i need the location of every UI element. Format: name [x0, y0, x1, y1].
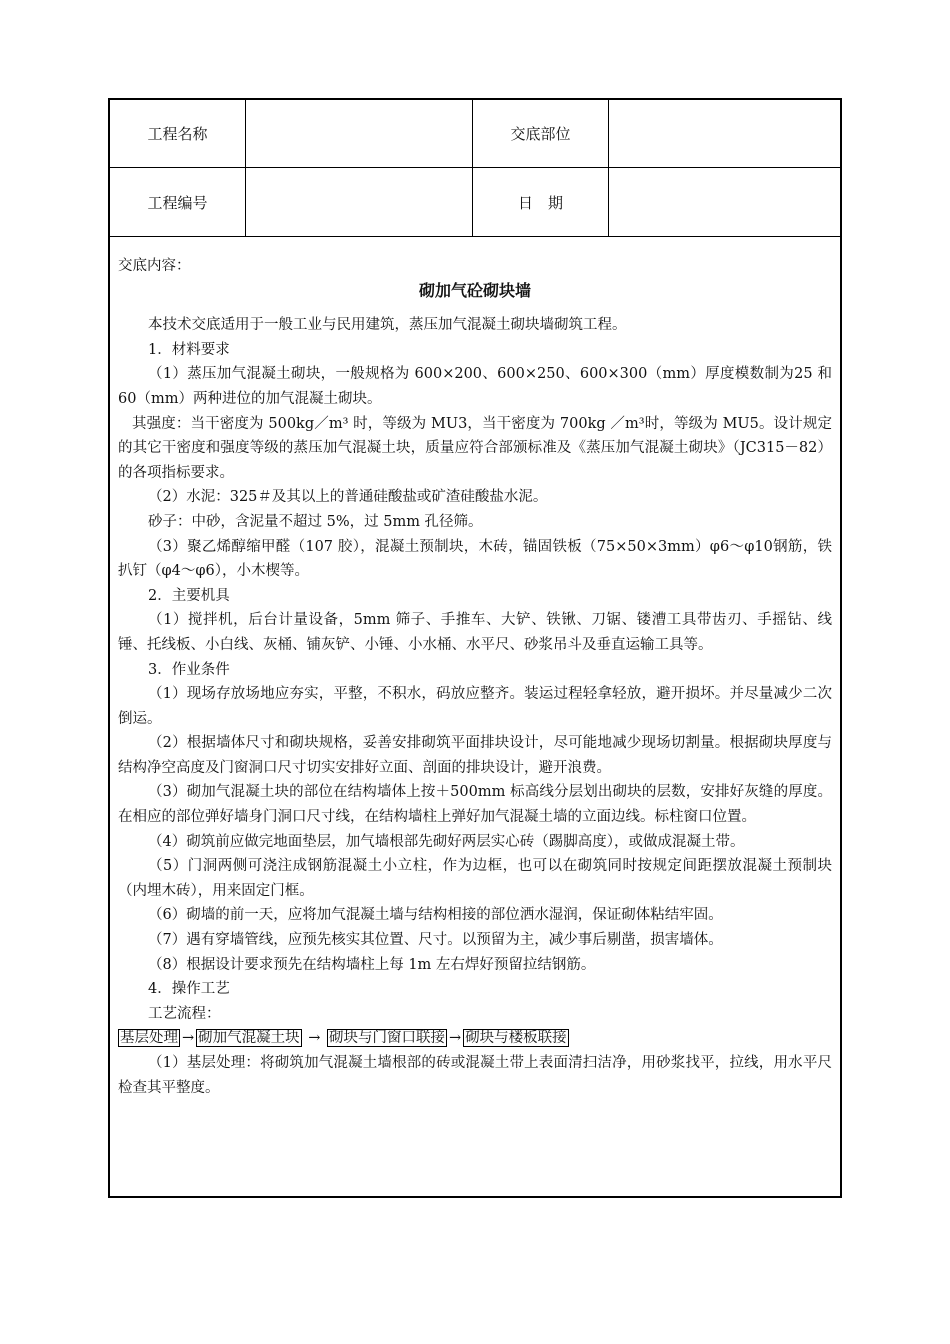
conditions-item-3: （3）砌加气混凝土块的部位在结构墙体上按＋500mm 标高线分层划出砌块的层数，安排好灰缝的厚度。在相应的部位弹好墙身门洞口尺寸线，在结构墙柱上弹好加气混凝土墙的立面边线。标柱窗口位置。 [118, 784, 832, 826]
process-flow [118, 1026, 832, 1051]
form-header-table [110, 100, 840, 237]
tools-item-1: （1）搅拌机，后台计量设备，5mm 筛子、手推车、大铲、铁锹、刀锯、镂漕工具带齿刃、手摇钻、线锤、托线板、小白线、灰桶、铺灰铲、小锤、小水桶、水平尺、砂浆吊斗及垂直运输工具等。 [118, 612, 832, 653]
flow-arrow-icon: → [182, 1030, 195, 1047]
flow-arrow-icon: → [449, 1030, 462, 1047]
process-flow-label: 工艺流程： [148, 1005, 221, 1022]
materials-sand: 砂子：中砂，含泥量不超过 5%，过 5mm 孔径筛。 [148, 513, 483, 530]
project-name-label: 工程名称 [110, 100, 246, 168]
handover-content [110, 237, 840, 1100]
materials-item-3: （3）聚乙烯醇缩甲醛（107 胶），混凝土预制块，木砖，锚固铁板（75×50×3mm）φ6～φ10钢筋，铁扒钉（φ4～φ6），小木楔等。 [118, 538, 832, 580]
section-heading-materials: 1．材料要求 [148, 341, 230, 358]
materials-item-1: （1）蒸压加气混凝土砌块，一般规格为 600×200、600×250、600×300（mm）厚度模数制为25 和 60（mm）两种进位的加气混凝土砌块。 [118, 366, 832, 407]
project-no-field[interactable] [246, 168, 473, 237]
handover-form [108, 98, 842, 1198]
project-name-field[interactable] [246, 100, 473, 168]
content-label: 交底内容： [118, 258, 191, 274]
conditions-item-1: （1）现场存放场地应夯实，平整，不积水，码放应整齐。装运过程轻拿轻放，避开损坏。并尽量减少二次倒运。 [118, 686, 832, 727]
flow-step-2: 砌加气混凝土块 [198, 1030, 300, 1047]
conditions-item-4: （4）砌筑前应做完地面垫层，加气墙根部先砌好两层实心砖（踢脚高度），或做成混凝土带。 [148, 833, 745, 850]
process-item-1: （1）基层处理：将砌筑加气混凝土墙根部的砖或混凝土带上表面清扫洁净，用砂浆找平，拉线，用水平尺检查其平整度。 [118, 1055, 832, 1096]
flow-step-3: 砌块与门窗口联接 [329, 1030, 446, 1047]
flow-step-1: 基层处理 [120, 1030, 178, 1047]
conditions-item-2: （2）根据墙体尺寸和砌块规格，妥善安排砌筑平面排块设计，尽可能地减少现场切割量。根据砌块厚度与结构净空高度及门窗洞口尺寸切实安排好立面、剖面的排块设计，避开浪费。 [118, 735, 832, 776]
conditions-item-8: （8）根据设计要求预先在结构墙柱上每 1m 左右焊好预留拉结钢筋。 [148, 956, 596, 973]
intro-paragraph: 本技术交底适用于一般工业与民用建筑，蒸压加气混凝土砌块墙砌筑工程。 [148, 317, 627, 334]
handover-part-label: 交底部位 [473, 100, 609, 168]
flow-arrow-icon: → [308, 1030, 321, 1047]
section-heading-process: 4．操作工艺 [148, 981, 230, 998]
conditions-item-5: （5）门洞两侧可浇注成钢筋混凝土小立柱，作为边框，也可以在砌筑同时按规定间距摆放混凝土预制块（内埋木砖），用来固定门框。 [118, 858, 832, 899]
conditions-item-7: （7）遇有穿墙管线，应预先核实其位置、尺寸。以预留为主，减少事后剔凿，损害墙体。 [148, 932, 723, 949]
date-label: 日 期 [473, 168, 609, 237]
date-field[interactable] [609, 168, 840, 237]
project-no-label: 工程编号 [110, 168, 246, 237]
materials-item-2: （2）水泥：325＃及其以上的普通硅酸盐或矿渣硅酸盐水泥。 [148, 489, 548, 506]
document-title: 砌加气砼砌块墙 [418, 280, 531, 300]
section-heading-conditions: 3．作业条件 [148, 661, 230, 678]
section-heading-tools: 2．主要机具 [148, 587, 230, 604]
handover-part-field[interactable] [609, 100, 840, 168]
flow-step-4: 砌块与楼板联接 [465, 1030, 567, 1047]
materials-strength: 其强度：当干密度为 500kg／m³ 时，等级为 MU3，当干密度为 700kg ／m³时，等级为 MU5。设计规定的其它干密度和强度等级的蒸压加气混凝土块，质量应符合部颁标准及《蒸压加气混凝土砌块》（JC315－82）的各项指标要求。 [118, 415, 832, 481]
conditions-item-6: （6）砌墙的前一天，应将加气混凝土墙与结构相接的部位洒水湿润，保证砌体粘结牢固。 [148, 907, 723, 924]
